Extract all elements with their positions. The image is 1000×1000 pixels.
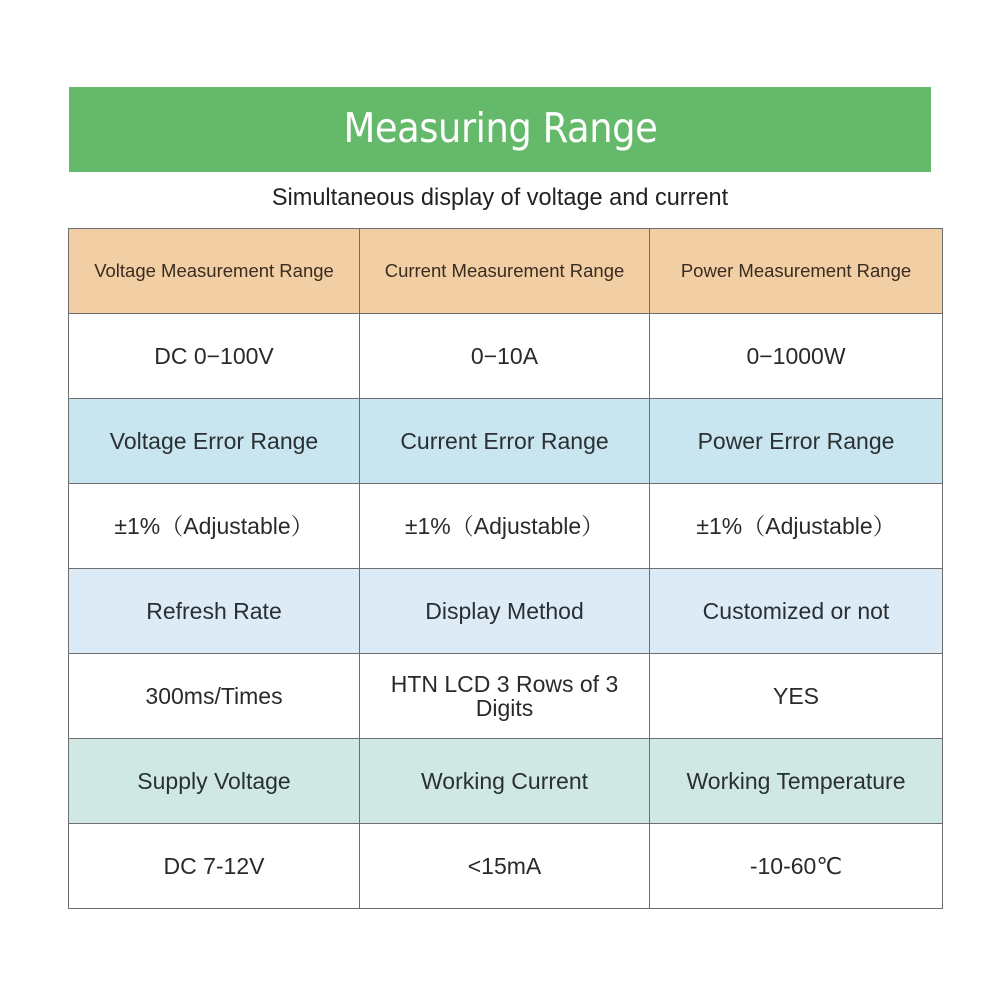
table-value-row-display bbox=[69, 654, 943, 739]
page-title: Measuring Range bbox=[343, 103, 657, 152]
header-cell-refresh-rate: Refresh Rate bbox=[69, 569, 360, 654]
value-cell-refresh-rate: 300ms/Times bbox=[69, 654, 360, 739]
header-cell-power-measurement-range: Power Measurement Range bbox=[650, 229, 943, 314]
value-cell-voltage-range: DC 0−100V bbox=[69, 314, 360, 399]
header-cell-working-temperature: Working Temperature bbox=[650, 739, 943, 824]
table-header-row-display bbox=[69, 569, 943, 654]
header-cell-supply-voltage: Supply Voltage bbox=[69, 739, 360, 824]
header-cell-current-measurement-range: Current Measurement Range bbox=[360, 229, 650, 314]
subtitle: Simultaneous display of voltage and current bbox=[271, 184, 729, 211]
value-cell-power-range: 0−1000W bbox=[650, 314, 943, 399]
header-cell-display-method: Display Method bbox=[360, 569, 650, 654]
spec-table bbox=[68, 228, 943, 909]
header-cell-voltage-measurement-range: Voltage Measurement Range bbox=[69, 229, 360, 314]
value-cell-power-error: ±1%（Adjustable） bbox=[650, 484, 943, 569]
value-cell-working-current: <15mA bbox=[360, 824, 650, 909]
title-banner bbox=[69, 87, 931, 172]
value-cell-supply-voltage: DC 7-12V bbox=[69, 824, 360, 909]
header-cell-customized: Customized or not bbox=[650, 569, 943, 654]
table-header-row-power-supply bbox=[69, 739, 943, 824]
header-cell-power-error-range: Power Error Range bbox=[650, 399, 943, 484]
table-header-row-error-range bbox=[69, 399, 943, 484]
value-cell-current-error: ±1%（Adjustable） bbox=[360, 484, 650, 569]
header-cell-current-error-range: Current Error Range bbox=[360, 399, 650, 484]
value-cell-current-range: 0−10A bbox=[360, 314, 650, 399]
table-value-row-measurement-range bbox=[69, 314, 943, 399]
value-cell-working-temperature: -10-60℃ bbox=[650, 824, 943, 909]
value-cell-display-method: HTN LCD 3 Rows of 3 Digits bbox=[360, 654, 650, 739]
table-value-row-power-supply bbox=[69, 824, 943, 909]
value-cell-customized: YES bbox=[650, 654, 943, 739]
header-cell-voltage-error-range: Voltage Error Range bbox=[69, 399, 360, 484]
table-header-row-measurement-range bbox=[69, 229, 943, 314]
table-value-row-error-range bbox=[69, 484, 943, 569]
header-cell-working-current: Working Current bbox=[360, 739, 650, 824]
value-cell-voltage-error: ±1%（Adjustable） bbox=[69, 484, 360, 569]
